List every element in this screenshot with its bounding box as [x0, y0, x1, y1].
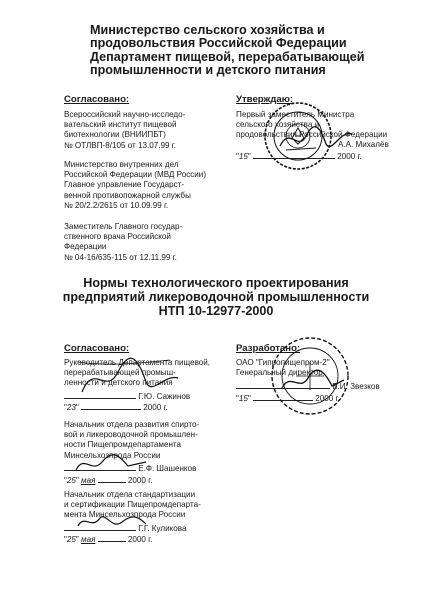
text-line: № ОТЛВП-8/105 от 13.07.99 г.: [64, 140, 176, 150]
header-line: Департамент пищевой, перерабатывающей: [90, 49, 365, 64]
agreed2-label: Согласовано:: [64, 343, 130, 354]
approved-label: Утверждаю:: [236, 94, 294, 105]
approved-name: А.А. Михалёв: [338, 140, 389, 149]
text-line: Минсельхозпрода России: [64, 450, 161, 460]
text-line: вой и ликероводочной промышлен-: [64, 430, 198, 440]
approved-day: 15: [238, 152, 248, 161]
title-line: предприятий ликероводочной промышленности: [62, 290, 370, 305]
header-line: промышленности и детского питания: [90, 63, 326, 78]
text-line: Генеральный директор: [236, 368, 323, 378]
date-year: 2000 г.: [315, 394, 340, 403]
approved-date: "15" 2000 г.: [236, 152, 362, 161]
developed-label: Разработано:: [236, 343, 301, 354]
signer-name: Г.Г. Куликова: [138, 524, 187, 533]
document-title: [0, 276, 432, 319]
developer-signature: [278, 368, 348, 396]
text-line: биотехнологии (ВНИИПБТ): [64, 130, 166, 140]
text-line: вательский институт пищевой: [64, 120, 177, 130]
approved-year: 2000 г.: [337, 152, 362, 161]
date-month: мая: [81, 535, 96, 544]
agreed-label: Согласовано:: [64, 94, 130, 105]
date-year: 2000 г.: [127, 476, 153, 485]
text-line: венной противопожарной службы: [64, 190, 191, 200]
approver-signature: [276, 122, 356, 156]
date-day: 25: [66, 535, 76, 544]
text-line: Начальник отдела стандартизации: [64, 490, 196, 499]
title-line: НТП 10-12977-2000: [158, 304, 274, 319]
agreed-org2: [64, 160, 206, 211]
text-line: Министерство внутренних дел: [64, 160, 179, 169]
text-line: мента Минсельхозпрода России: [64, 510, 186, 520]
agreed2-block3-date: "25" мая 2000 г.: [64, 535, 153, 544]
header-line: Министерство сельского хозяйства и: [90, 23, 325, 37]
signer-name: Е.Ф. Шашенков: [138, 464, 197, 473]
text-line: № 20/2.2/2615 от 10.09.99 г.: [64, 200, 169, 210]
text-line: Главное управление Государст-: [64, 180, 185, 190]
signature-shashenkov: [70, 452, 150, 476]
date-day: 25: [66, 476, 76, 485]
date-year: 2000 г.: [127, 535, 153, 544]
signer-name: Г.Ю. Сажинов: [138, 392, 191, 401]
date-day: 15: [238, 394, 248, 403]
signature-sazhinov: [74, 352, 184, 410]
signer-name: Б.И. Звезков: [332, 382, 380, 391]
signature-kulikova: [72, 510, 152, 534]
text-line: Первый заместитель Министра: [236, 110, 355, 119]
title-line: Нормы технологического проектирования: [83, 276, 349, 290]
agreed2-block2-date: "25" мая 2000 г.: [64, 476, 153, 485]
header-line: продовольствия Российской Федерации: [90, 36, 347, 51]
text-line: ОАО "Гипропищепром-2": [236, 358, 330, 367]
text-line: Федерации: [64, 242, 107, 252]
text-line: ственного врача Российской: [64, 232, 171, 242]
text-line: и сертификации Пищепромдепарта-: [64, 500, 201, 510]
text-line: ности Пищепромдепартамента: [64, 440, 182, 450]
text-line: перерабатывающей промыш-: [64, 368, 176, 378]
ministry-header: [90, 24, 410, 78]
agreed-org3: [64, 222, 182, 263]
developed-date: "15" 2000 г.: [236, 394, 340, 403]
text-line: продовольствия Российской Федерации: [236, 130, 388, 140]
text-line: № 04-16/635-115 от 12.11.99 г.: [64, 252, 177, 262]
agreed2-block1-date: "23" 2000 г.: [64, 403, 168, 412]
text-line: ленности и детского питания: [64, 378, 173, 388]
text-line: Всероссийский научно-исследо-: [64, 110, 186, 119]
agreed-org1: [64, 110, 185, 151]
date-month: мая: [81, 476, 96, 485]
text-line: Начальник отдела развития спирто-: [64, 420, 200, 429]
date-year: 2000 г.: [143, 403, 168, 412]
date-day: 23: [66, 403, 76, 412]
text-line: сельского хозяйства и: [236, 120, 320, 130]
date-line: [98, 533, 126, 542]
text-line: Заместитель Главного государ-: [64, 222, 183, 231]
text-line: Руководитель Департамента пищевой,: [64, 358, 211, 367]
text-line: Российской Федерации (МВД России): [64, 170, 207, 180]
